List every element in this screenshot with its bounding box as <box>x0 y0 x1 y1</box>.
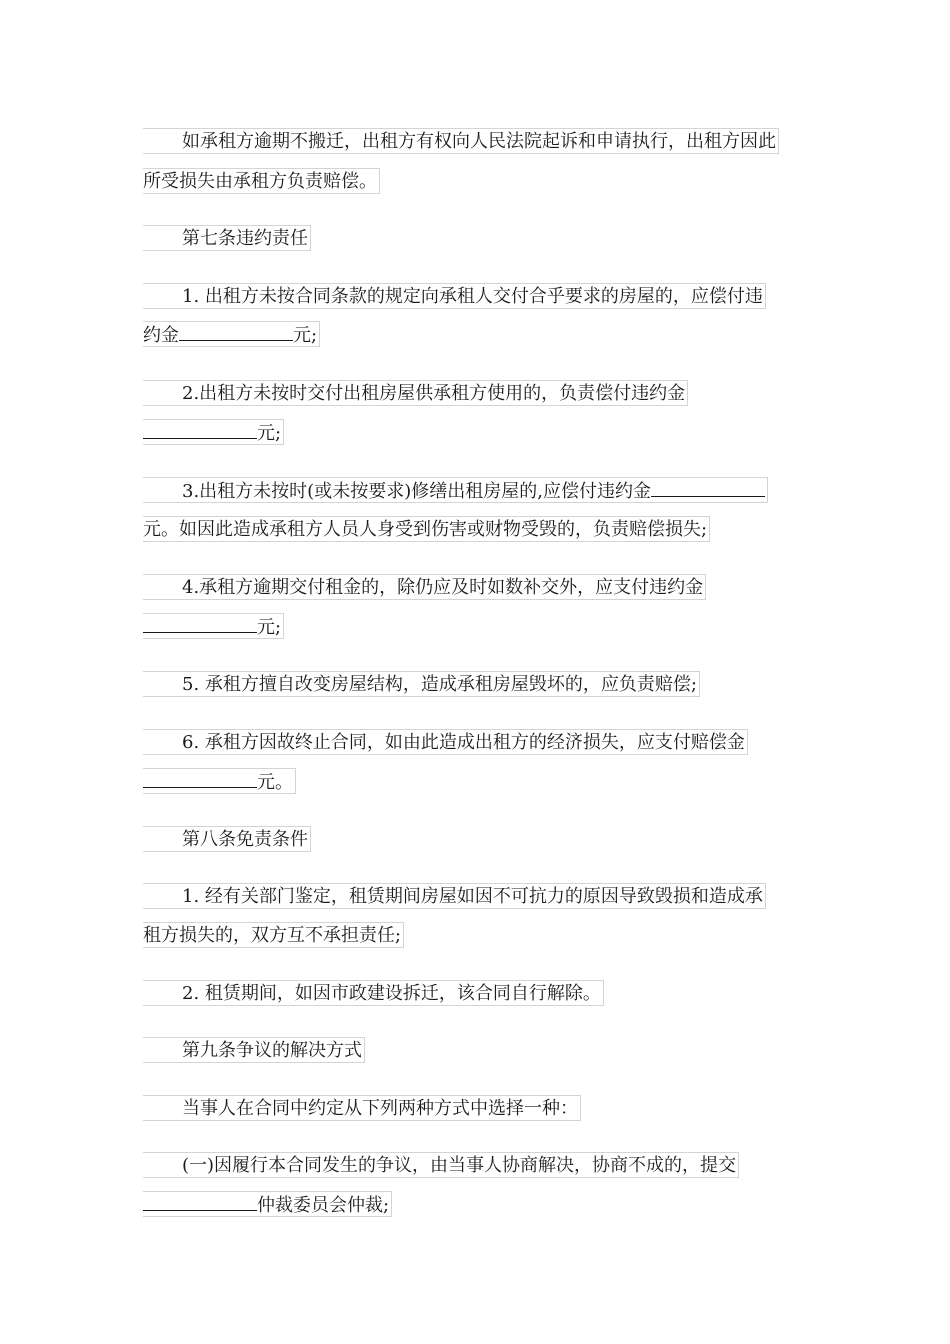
text: 当事人在合同中约定从下列两种方式中选择一种： <box>182 1098 578 1119</box>
amount-blank <box>179 322 293 341</box>
clause-7-4-line-2 <box>143 613 284 639</box>
article-9-title <box>143 1037 365 1063</box>
text: 仲裁委员会仲裁; <box>257 1195 390 1216</box>
amount-blank <box>651 478 765 497</box>
clause-7-1-line-2 <box>143 321 320 347</box>
text: 如承租方逾期不搬迁，出租方有权向人民法院起诉和申请执行，出租方因此 <box>182 131 776 152</box>
text: 1. 出租方未按合同条款的规定向承租人交付合乎要求的房屋的，应偿付违 <box>182 286 763 307</box>
clause-9-intro <box>143 1095 581 1121</box>
clause-9-1-line-1 <box>143 1152 739 1178</box>
text: 1. 经有关部门鉴定，租赁期间房屋如因不可抗力的原因导致毁损和造成承 <box>182 886 763 907</box>
article-7-title <box>143 225 311 251</box>
text: 元; <box>293 325 318 346</box>
clause-7-3-line-1 <box>143 477 768 503</box>
clause-7-2-line-1 <box>143 380 688 406</box>
paragraph-line <box>143 168 380 194</box>
text: 租方损失的，双方互不承担责任; <box>143 925 402 946</box>
heading-text: 第七条违约责任 <box>182 228 308 249</box>
text: 元; <box>257 423 282 444</box>
text: 元。 <box>257 772 293 793</box>
amount-blank <box>143 614 257 633</box>
clause-8-1-line-1 <box>143 883 766 909</box>
text: 元。如因此造成承租方人员人身受到伤害或财物受毁的，负责赔偿损失; <box>143 519 708 540</box>
article-8-title <box>143 826 311 852</box>
clause-8-1-line-2 <box>143 922 404 948</box>
text: (一)因履行本合同发生的争议，由当事人协商解决，协商不成的，提交 <box>182 1155 737 1176</box>
heading-text: 第九条争议的解决方式 <box>182 1040 362 1061</box>
clause-7-2-line-2 <box>143 419 284 445</box>
text: 5. 承租方擅自改变房屋结构，造成承租房屋毁坏的，应负责赔偿; <box>182 674 697 695</box>
amount-blank <box>143 420 257 439</box>
clause-7-6-line-2 <box>143 768 296 794</box>
amount-blank <box>143 769 257 788</box>
text: 2. 租赁期间，如因市政建设拆迁，该合同自行解除。 <box>182 983 601 1004</box>
clause-7-5 <box>143 671 700 697</box>
paragraph-line <box>143 128 779 154</box>
clause-7-3-line-2 <box>143 516 710 542</box>
clause-8-2 <box>143 980 604 1006</box>
clause-7-1-line-1 <box>143 283 766 309</box>
arbitration-blank <box>143 1192 257 1211</box>
text: 3.出租方未按时(或未按要求)修缮出租房屋的,应偿付违约金 <box>182 481 651 502</box>
clause-9-1-line-2 <box>143 1191 392 1217</box>
text: 元; <box>257 617 282 638</box>
text: 2.出租方未按时交付出租房屋供承租方使用的，负责偿付违约金 <box>182 383 686 404</box>
clause-7-4-line-1 <box>143 574 706 600</box>
clause-7-6-line-1 <box>143 729 748 755</box>
heading-text: 第八条免责条件 <box>182 829 308 850</box>
text: 6. 承租方因故终止合同，如由此造成出租方的经济损失，应支付赔偿金 <box>182 732 745 753</box>
text: 所受损失由承租方负责赔偿。 <box>143 171 377 192</box>
text: 约金 <box>143 325 179 346</box>
text: 4.承租方逾期交付租金的，除仍应及时如数补交外，应支付违约金 <box>182 577 704 598</box>
